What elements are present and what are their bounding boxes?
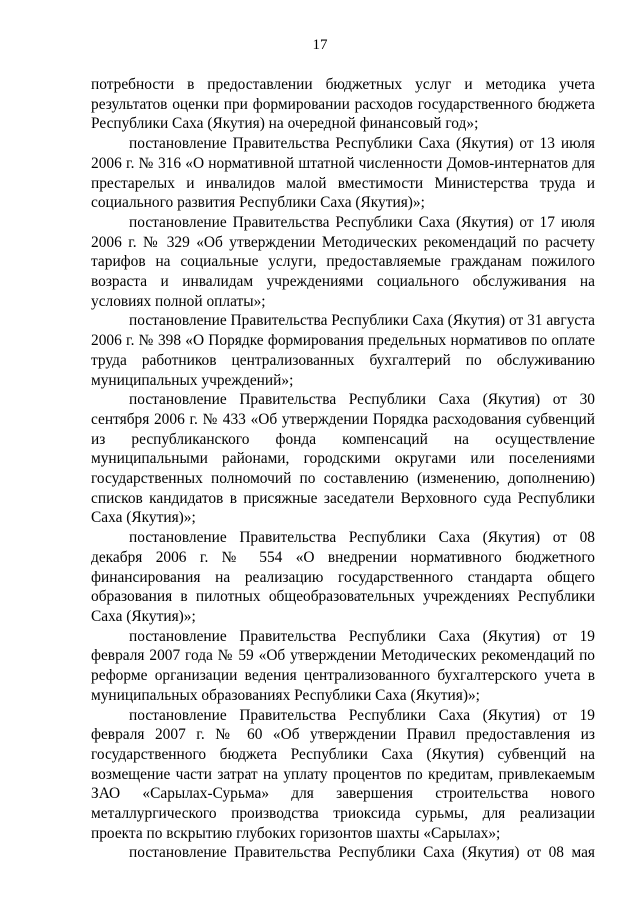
document-body bbox=[91, 75, 595, 863]
paragraph-resolution-433: постановление Правительства Республики Саха (Якутия) от 30 сентября 2006 г. № 433 «Об утверждении Порядка расходования субвенций из республиканского фонда компенсаций на осуществление муниципальными районами, городскими округами или поселениями государственных полномочий по составлению (изменению, дополнению) списков кандидатов в присяжные заседатели Верховного суда Республики Саха (Якутия)»; bbox=[91, 391, 595, 527]
page-number: 17 bbox=[312, 37, 328, 53]
paragraph-resolution-60: постановление Правительства Республики Саха (Якутия) от 19 февраля 2007 г. № 60 «Об утверждении Правил предоставления из государственного бюджета Республики Саха (Якутия) субвенций на возмещение части затрат на уплату процентов по кредитам, привлекаемым ЗАО «Сарылах-Сурьма» для завершения строительства нового металлургического производства триоксида сурьмы, для реализации проекта по вскрытию глубоких горизонтов шахты «Сарылах»; bbox=[91, 706, 595, 842]
paragraph-continuation: потребности в предоставлении бюджетных услуг и методика учета результатов оценки при формировании расходов государственного бюджета Республики Саха (Якутия) на очередной финансовый год»; bbox=[91, 76, 595, 133]
paragraph-resolution-554: постановление Правительства Республики Саха (Якутия) от 08 декабря 2006 г. № 554 «О внедрении нормативного бюджетного финансирования на реализацию государственного стандарта общего образования в пилотных общеобразовательных учреждениях Республики Саха (Якутия)»; bbox=[91, 529, 595, 625]
paragraph-resolution-316: постановление Правительства Республики Саха (Якутия) от 13 июля 2006 г. № 316 «О нормативной штатной численности Домов-интернатов для престарелых и инвалидов малой вместимости Министерства труда и социального развития Республики Саха (Якутия)»; bbox=[91, 135, 595, 212]
paragraph-resolution-may: постановление Правительства Республики Саха (Якутия) от 08 мая bbox=[129, 844, 595, 862]
paragraph-resolution-398: постановление Правительства Республики Саха (Якутия) от 31 августа 2006 г. № 398 «О Порядке формирования предельных нормативов по оплате труда работников централизованных бухгалтерий по обслуживанию муниципальных учреждений»; bbox=[91, 312, 595, 389]
paragraph-resolution-329: постановление Правительства Республики Саха (Якутия) от 17 июля 2006 г. № 329 «Об утверждении Методических рекомендаций по расчету тарифов на социальные услуги, предоставляемые гражданам пожилого возраста и инвалидам учреждениями социального обслуживания на условиях полной оплаты»; bbox=[91, 213, 595, 310]
paragraph-resolution-59: постановление Правительства Республики Саха (Якутия) от 19 февраля 2007 года № 59 «Об утверждении Методических рекомендаций по реформе организации ведения централизованного бухгалтерского учета в муниципальных образованиях Республики Саха (Якутия)»; bbox=[91, 627, 595, 704]
